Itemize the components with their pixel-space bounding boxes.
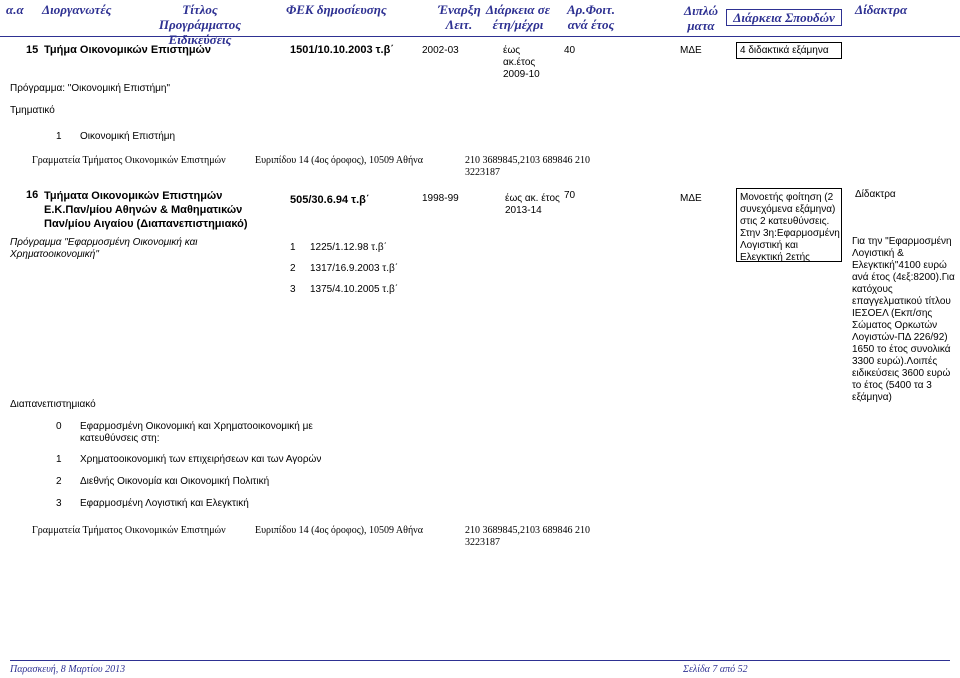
header-study-duration: Διάρκεια Σπουδών [726, 9, 842, 26]
spec-number: 3 [56, 498, 62, 509]
record-fek: 505/30.6.94 τ.β΄ [290, 194, 370, 206]
spec-number: 1 [56, 131, 62, 142]
record-study-duration: Μονοετής φοίτηση (2 συνεχόμενα εξάμηνα) στις 2 κατευθύνσεις. Στην 3η:Εφαρμοσμένη Λογιστική και Ελεγκτική 2ετής [740, 192, 840, 263]
record-number: 16 [26, 189, 39, 201]
header-degree: Διπλώ ματα [683, 3, 719, 33]
header-students: Αρ.Φοιτ. ανά έτος [566, 2, 615, 32]
header-fek: ΦΕΚ δημοσίευσης [286, 2, 387, 17]
record-students: 70 [564, 190, 576, 201]
fees-title: Δίδακτρα [855, 189, 896, 200]
record-type: Διαπανεπιστημιακό [10, 399, 96, 410]
footer-divider [10, 660, 950, 661]
record-fek: 1501/10.10.2003 τ.β΄ [290, 44, 394, 56]
contact-phone: 210 3689845,2103 689846 210 3223187 [465, 155, 590, 178]
spec-name: Εφαρμοσμένη Οικονομική και Χρηματοοικονομική με κατευθύνσεις στη: [80, 421, 313, 444]
header-duration: Διάρκεια σε έτη/μέχρι [485, 2, 551, 32]
spec-name: Οικονομική Επιστήμη [80, 131, 176, 142]
spec-number: 0 [56, 421, 62, 432]
fek-number: 3 [290, 284, 296, 295]
footer-page: Σελίδα 7 από 52 [683, 664, 748, 675]
spec-name: Εφαρμοσμένη Λογιστική και Ελεγκτική [80, 498, 249, 509]
contact-address: Ευριπίδου 14 (4ος όροφος), 10509 Αθήνα [255, 525, 423, 536]
header-title: Τίτλος Προγράμματος Ειδικεύσεις [158, 2, 242, 47]
record-start: 1998-99 [422, 193, 459, 204]
record-start: 2002-03 [422, 45, 459, 56]
spec-name: Διεθνής Οικονομία και Οικονομική Πολιτική [80, 476, 270, 487]
spec-number: 1 [56, 454, 62, 465]
header-start: Έναρξη Λειτ. [438, 2, 481, 32]
contact-department: Γραμματεία Τμήματος Οικονομικών Επιστημών [32, 155, 226, 166]
header-organizer: Διοργανωτές [42, 2, 112, 17]
record-duration: έως ακ. έτος 2013-14 [505, 193, 560, 216]
fek-number: 1 [290, 242, 296, 253]
record-degree: ΜΔΕ [680, 45, 702, 56]
record-program: Πρόγραμμα "Εφαρμοσμένη Οικονομική και Χρηματοοικονομική" [10, 237, 198, 260]
fek-value: 1225/1.12.98 τ.β΄ [310, 242, 387, 253]
contact-department: Γραμματεία Τμήματος Οικονομικών Επιστημών [32, 525, 226, 536]
header-number: α.α [6, 2, 24, 17]
record-duration: έως ακ.έτος 2009-10 [503, 45, 540, 80]
fek-number: 2 [290, 263, 296, 274]
record-type: Τμηματικό [10, 105, 55, 116]
contact-phone: 210 3689845,2103 689846 210 3223187 [465, 525, 590, 548]
fek-value: 1375/4.10.2005 τ.β΄ [310, 284, 399, 295]
record-degree: ΜΔΕ [680, 193, 702, 204]
fek-value: 1317/16.9.2003 τ.β΄ [310, 263, 399, 274]
header-fees: Δίδακτρα [855, 2, 908, 17]
footer-date: Παρασκευή, 8 Μαρτίου 2013 [10, 664, 126, 675]
record-title: Τμήματα Οικονομικών Επιστημών Ε.Κ.Παν/μίου Αθηνών & Μαθηματικών Παν/μίου Αιγαίου (Διαπανεπιστημιακό) [44, 190, 248, 230]
contact-address: Ευριπίδου 14 (4ος όροφος), 10509 Αθήνα [255, 155, 423, 166]
spec-number: 2 [56, 476, 62, 487]
record-study-duration: 4 διδακτικά εξάμηνα [740, 45, 829, 56]
record-number: 15 [26, 44, 39, 56]
record-program: Πρόγραμμα: "Οικονομική Επιστήμη" [10, 83, 171, 94]
spec-name: Χρηματοοικονομική των επιχειρήσεων και των Αγορών [80, 454, 322, 465]
record-students: 40 [564, 45, 576, 56]
record-title: Τμήμα Οικονομικών Επιστημών [44, 44, 211, 56]
fees-text: Για την "Εφαρμοσμένη Λογιστική & Ελεγκτική"4100 ευρώ ανά έτος (4εξ:8200).Για κατόχους επαγγελματικού τίτλου ΙΕΣΟΕΛ (Εκπ/σης Σώματος Ορκωτών Λογιστών-ΠΔ 226/92) 1650 το έτος συνολικά 3300 ευρώ).Λοιπές ειδικεύσεις 3600 ευρώ το έτος (5400 τα 3 εξάμηνα) [852, 236, 955, 403]
